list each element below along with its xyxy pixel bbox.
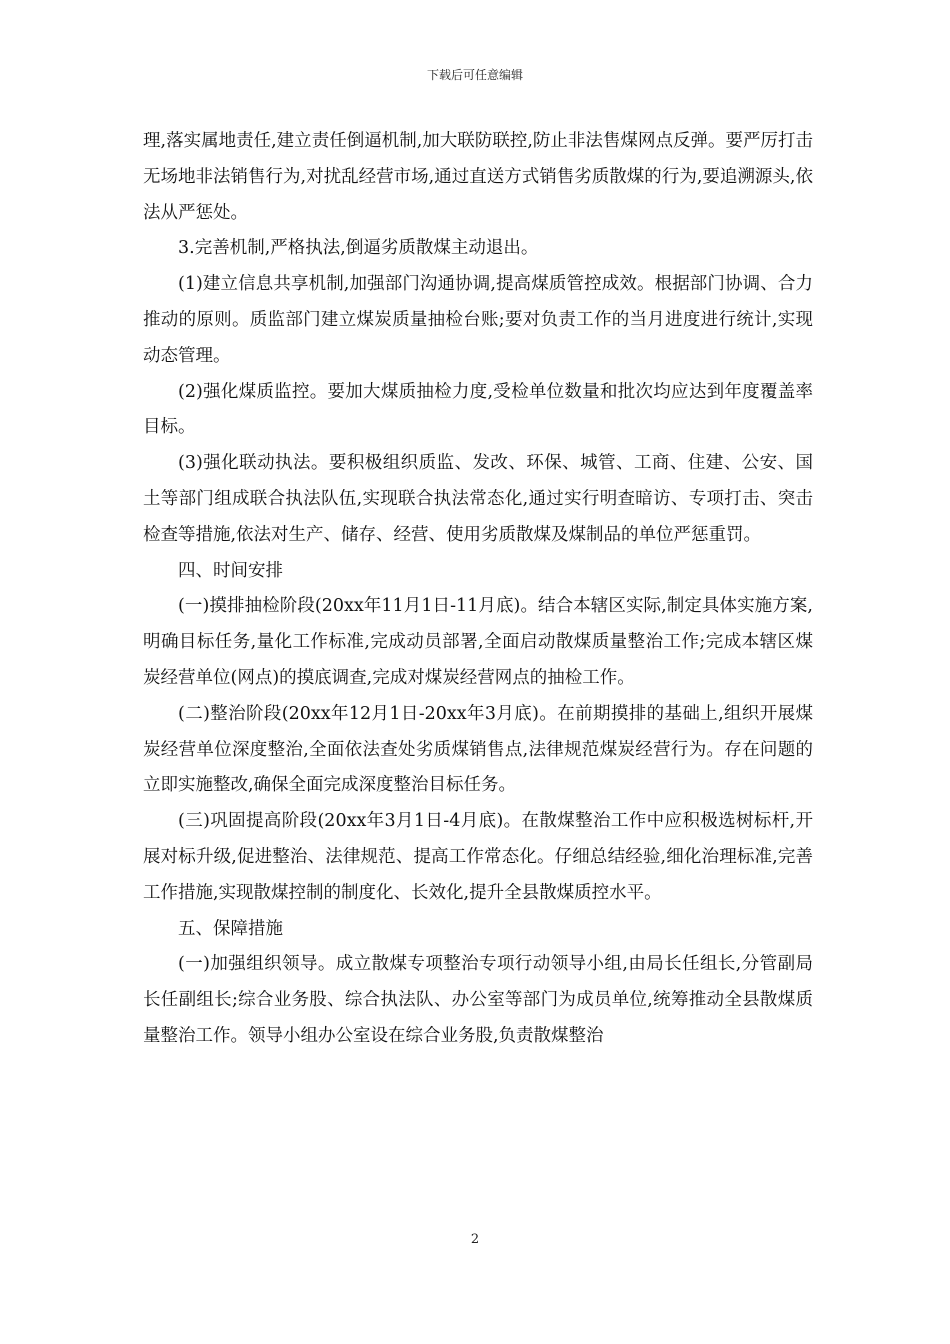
page-header: 下载后可任意编辑 — [426, 68, 523, 82]
paragraph-8: (二)整治阶段(20xx年12月1日-20xx年3月底)。在前期摸排的基础上,组织开展煤炭经营单位深度整治,全面依法查处劣质煤销售点,法律规范煤炭经营行为。存在问题的立即实施整改,确保全面完成深度整治目标任务。 — [143, 703, 813, 796]
section-heading-4: 四、时间安排 — [178, 560, 283, 581]
paragraph-11: (一)加强组织领导。成立散煤专项整治专项行动领导小组,由局长任组长,分管副局长任副组长;综合业务股、综合执法队、办公室等部门为成员单位,统筹推动全县散煤质量整治工作。领导小组办公室设在综合业务股,负责散煤整治 — [143, 954, 813, 1046]
section-heading-5: 五、保障措施 — [178, 918, 283, 939]
document-body — [143, 124, 813, 1055]
paragraph-4: (2)强化煤质监控。要加大煤质抽检力度,受检单位数量和批次均应达到年度覆盖率目标。 — [143, 381, 813, 438]
paragraph-9: (三)巩固提高阶段(20xx年3月1日-4月底)。在散煤整治工作中应积极选树标杆,开展对标升级,促进整治、法律规范、提高工作常态化。仔细总结经验,细化治理标准,完善工作措施,实现散煤控制的制度化、长效化,提升全县散煤质控水平。 — [143, 811, 813, 903]
page-number: 2 — [470, 1232, 480, 1247]
paragraph-7: (一)摸排抽检阶段(20xx年11月1日-11月底)。结合本辖区实际,制定具体实施方案,明确目标任务,量化工作标准,完成动员部署,全面启动散煤质量整治工作;完成本辖区煤炭经营单位(网点)的摸底调查,完成对煤炭经营网点的抽检工作。 — [143, 596, 813, 688]
paragraph-3: (1)建立信息共享机制,加强部门沟通协调,提高煤质管控成效。根据部门协调、合力推动的原则。质监部门建立煤炭质量抽检台账;要对负责工作的当月进度进行统计,实现动态管理。 — [143, 274, 813, 366]
paragraph-1: 理,落实属地责任,建立责任倒逼机制,加大联防联控,防止非法售煤网点反弹。要严厉打击无场地非法销售行为,对扰乱经营市场,通过直送方式销售劣质散煤的行为,要追溯源头,依法从严惩处。 — [143, 131, 813, 223]
paragraph-2: 3.完善机制,严格执法,倒逼劣质散煤主动退出。 — [178, 238, 539, 259]
paragraph-5: (3)强化联动执法。要积极组织质监、发改、环保、城管、工商、住建、公安、国土等部门组成联合执法队伍,实现联合执法常态化,通过实行明查暗访、专项打击、突击检查等措施,依法对生产、储存、经营、使用劣质散煤及煤制品的单位严惩重罚。 — [143, 453, 813, 545]
